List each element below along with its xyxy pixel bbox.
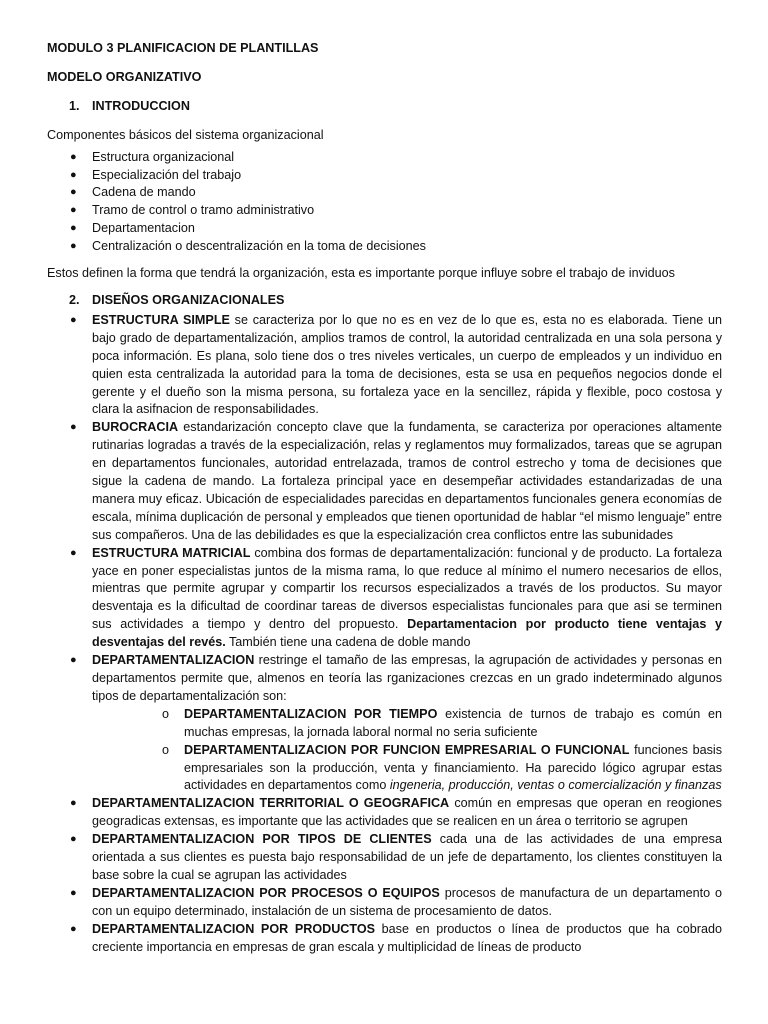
section-heading-text: DISEÑOS ORGANIZACIONALES <box>92 292 285 307</box>
design-text: se caracteriza por lo que no es en vez de lo que es, esta no es elaborada. Tiene un bajo grado de departamentalización, amplios tramos de control, la autoridad centralizada en una sola persona y poca información. Es plana, solo tiene dos o tres niveles verticales, un cuerpo de empleados y un individuo en quien esta centralizada la autoridad para la toma de decisiones, esta se usa en pequeños negocios donde el gerente y el dueño son la misma persona, su fortaleza yace en la sencillez, rápida y flexible, poco costosa y clara la asifnacion de responsabilidades. <box>92 312 723 417</box>
design-term: ESTRUCTURA MATRICIAL <box>92 545 251 560</box>
definition-paragraph: Estos definen la forma que tendrá la organización, esta es importante porque influye sobre el trabajo de inviduos <box>47 266 675 281</box>
subtype-text: funciones basis empresariales son la producción, venta y financiamiento. Ha parecido lógico agrupar estas actividades en departamentos como <box>184 742 723 793</box>
design-item-estructura-matricial <box>47 545 722 652</box>
type-term: DEPARTAMENTALIZACION POR TIPOS DE CLIENTES <box>92 832 432 847</box>
design-text: combina dos formas de departamentalización: funcional y de producto. La fortaleza yace en poner especialistas juntos de la misma rama, lo que reduce al mínimo el numero necesarios de ellos, mientras que permite agrupar y compartir los recursos especializados a través de los productos. Su mayor desventaja es la dificultad de coordinar tareas de diversos especialistas funcionales para que asi se terminen sus actividades a tiempo y dentro del propuesto. <box>92 545 722 632</box>
design-text: restringe el tamaño de las empresas, la agrupación de actividades y personas en departamentos permite que, almenos en teoría las rganizaciones crezcas en un grado indeterminado algunos tipos de departamentalización son: <box>92 653 722 703</box>
list-item-text: Cadena de mando <box>92 185 196 200</box>
list-item-text: Estructura organizacional <box>92 149 235 164</box>
bullet-icon: ● <box>70 546 77 559</box>
design-term: BUROCRACIA <box>92 420 179 435</box>
bullet-icon: ● <box>70 204 77 217</box>
design-term: DEPARTAMENTALIZACION <box>92 653 255 668</box>
subtype-text: existencia de turnos de trabajo es común en muchas empresas, la jornada laboral normal no seria suficiente <box>184 706 722 739</box>
subtype-italic-text: ingeneria, producción, ventas o comercialización y finanzas <box>389 778 722 793</box>
bullet-icon: ● <box>70 313 77 326</box>
bullet-icon: ● <box>70 222 77 235</box>
list-item <box>47 149 722 167</box>
list-item <box>47 184 722 202</box>
bullet-icon: ● <box>70 654 77 667</box>
type-term: DEPARTAMENTALIZACION TERRITORIAL O GEOGRAFICA <box>92 796 450 811</box>
bullet-icon: ● <box>70 150 77 163</box>
type-term: DEPARTAMENTALIZACION POR PRODUCTOS <box>92 921 376 936</box>
list-item <box>47 167 722 185</box>
type-term: DEPARTAMENTALIZACION POR PROCESOS O EQUIPOS <box>92 885 440 900</box>
section-number: 2. <box>69 292 80 307</box>
design-term: ESTRUCTURA SIMPLE <box>92 312 230 327</box>
design-item-estructura-simple <box>47 312 722 419</box>
type-text: cada una de las actividades de una empresa orientada a sus clientes es puesta bajo responsabilidad de un jefe de departamento, los clientes constituyen la base sobre la cual se agrupan las actividades <box>92 832 722 882</box>
subtype-item-funcional <box>92 742 722 796</box>
designs-list <box>47 312 722 957</box>
type-item-territorial <box>47 795 722 831</box>
design-item-departamentalizacion <box>47 652 722 795</box>
design-text-end: También tiene una cadena de doble mando <box>225 635 471 650</box>
bullet-icon: ● <box>70 922 77 935</box>
list-item <box>47 202 722 220</box>
circle-bullet-icon: o <box>162 742 170 757</box>
subtype-term: DEPARTAMENTALIZACION POR TIEMPO <box>184 706 438 721</box>
bullet-icon: ● <box>70 886 77 899</box>
section-heading-disenos <box>47 292 722 310</box>
intro-paragraph: Componentes básicos del sistema organizacional <box>47 127 324 142</box>
bullet-icon: ● <box>70 833 77 846</box>
section-number: 1. <box>69 98 80 113</box>
type-item-clientes <box>47 831 722 885</box>
bullet-icon: ● <box>70 240 77 253</box>
list-item-text: Departamentacion <box>92 221 195 236</box>
subtype-item-tiempo <box>92 706 722 742</box>
bullet-icon: ● <box>70 186 77 199</box>
type-item-procesos <box>47 885 722 921</box>
section-heading-introduccion <box>47 98 722 116</box>
subtype-term: DEPARTAMENTALIZACION POR FUNCION EMPRESARIAL O FUNCIONAL <box>184 742 630 757</box>
section-heading-text: INTRODUCCION <box>92 98 190 113</box>
components-list <box>47 149 722 256</box>
document-subtitle: MODELO ORGANIZATIVO <box>47 69 202 84</box>
type-text: común en empresas que operan en reogiones geogradicas extensas, es importante que las actividades que se realicen en un área o territorio se agrupen <box>92 796 722 829</box>
bullet-icon: ● <box>70 797 77 810</box>
type-item-productos <box>47 921 722 957</box>
list-item <box>47 238 722 256</box>
design-text: estandarización concepto clave que la fundamenta, se caracteriza por operaciones altamente rutinarias logradas a través de la especialización, relas y reglamentos muy formalizados, tareas que se agrupan en departamentos funcionales, autoridad entrelazada, tramos de control estrecho y toma de decisiones que sigue la cadena de mando. La fortaleza principal yace en desempeñar actividades estandarizadas de una manera muy eficaz. Ubicación de especialidades parecidas en departamentos funcionales genera economías de escala, mínima duplicación de personal y empleados que tienen oportunidad de hablar “el mismo lenguaje” entre sus compañeros. Una de las debilidades es que la especialización crea conflictos entre las subunidades <box>92 420 722 542</box>
list-item-text: Especialización del trabajo <box>92 167 242 182</box>
bullet-icon: ● <box>70 421 77 434</box>
type-text: procesos de manufactura de un departamento o con un equipo determinado, instalación de un sistema de procesamiento de datos. <box>92 885 723 918</box>
list-item <box>47 220 722 238</box>
subtypes-list <box>92 706 722 796</box>
design-bold-text: Departamentacion por producto tiene ventajas y desventajas del revés. <box>92 617 722 650</box>
bullet-icon: ● <box>70 168 77 181</box>
list-item-text: Tramo de control o tramo administrativo <box>92 203 315 218</box>
list-item-text: Centralización o descentralización en la toma de decisiones <box>92 239 426 254</box>
design-item-burocracia <box>47 419 722 544</box>
document-title: MODULO 3 PLANIFICACION DE PLANTILLAS <box>47 41 319 55</box>
type-text: base en productos o línea de productos que ha cobrado creciente importancia en empresas de gran escala y multiplicidad de líneas de producto <box>92 921 722 954</box>
circle-bullet-icon: o <box>162 706 170 721</box>
